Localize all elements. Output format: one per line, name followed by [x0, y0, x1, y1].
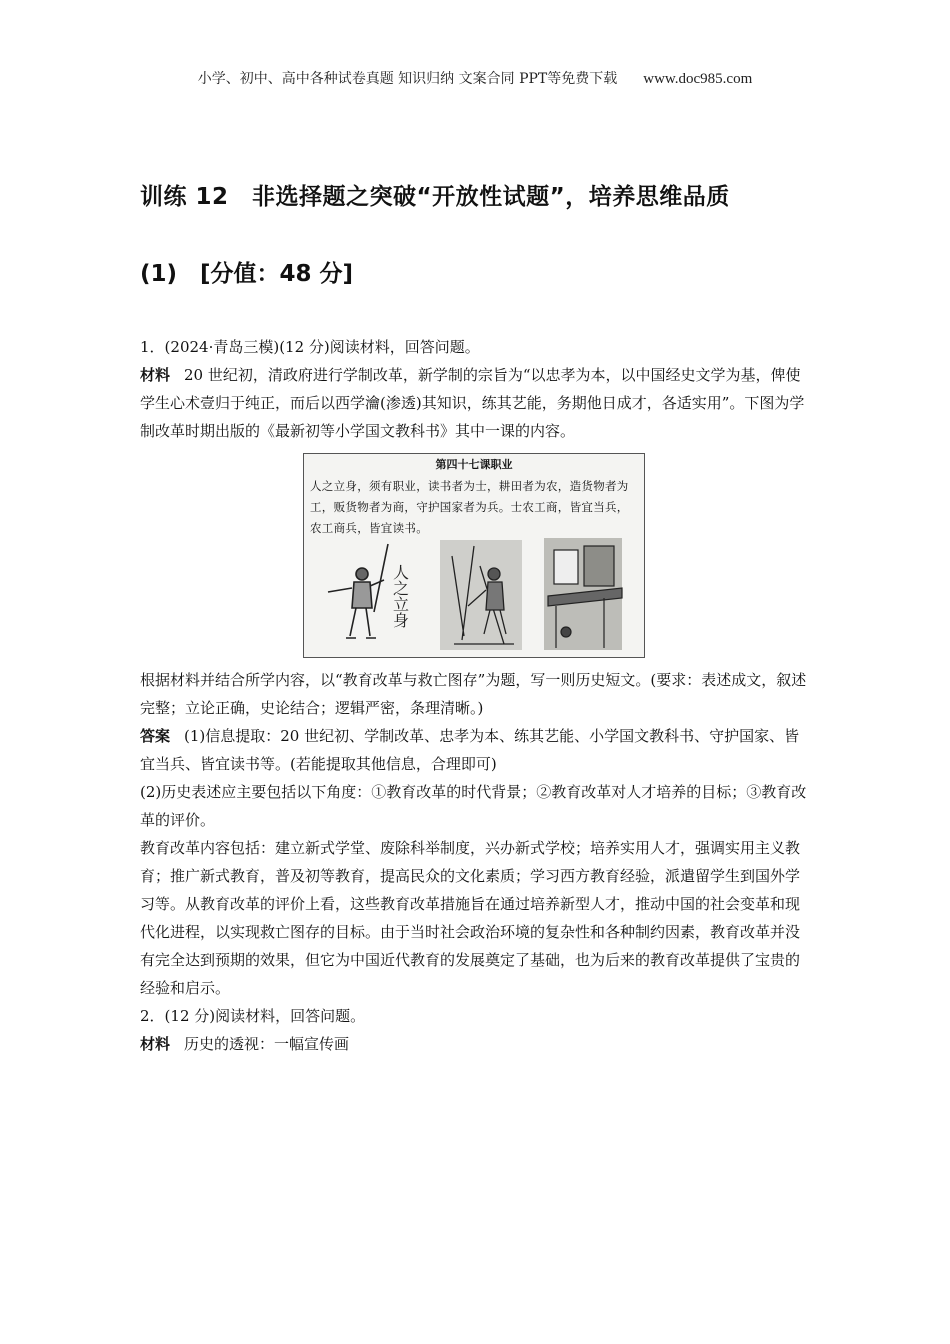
q1-question: 根据材料并结合所学内容，以“教育改革与救亡图存”为题，写一则历史短文。(要求：表述成文，叙述完整；立论正确，史论结合；逻辑严密，条理清晰。)	[140, 671, 807, 717]
answer-part-1	[140, 722, 812, 778]
worker-illustration	[440, 540, 522, 650]
material-label: 材料	[140, 366, 171, 384]
header-text: 小学、初中、高中各种试卷真题 知识归纳 文案合同 PPT等免费下载	[197, 71, 618, 87]
page-header	[0, 68, 950, 88]
header-site-link[interactable]: www.doc985.com	[643, 71, 753, 87]
figure-text: 人之立身，须有职业，读书者为士，耕田者为农，造货物者为工，贩货物者为商，守护国家者为兵。士农工商，皆宜当兵，农工商兵，皆宜读书。	[310, 479, 629, 535]
q1-material	[140, 361, 812, 445]
q1-stem: 1．(2024·青岛三模)(12 分)阅读材料，回答问题。	[140, 338, 480, 356]
q2-material-text: 历史的透视：一幅宣传画	[184, 1035, 350, 1053]
figure-title: 第四十七课职业	[435, 458, 513, 471]
soldier-illustration	[328, 544, 388, 638]
q2-material	[140, 1030, 812, 1058]
answer-label: 答案	[140, 727, 171, 745]
material-text: 20 世纪初，清政府进行学制改革，新学制的宗旨为“以忠孝为本，以中国经史文学为基，俾使学生心术壹归于纯正，而后以西学瀹(渗透)其知识，练其艺能，务期他日成才，各适实用”。下图为学制改革时期出版的《最新初等小学国文教科书》其中一课的内容。	[140, 366, 805, 440]
figure-illustration	[304, 536, 645, 658]
q2-stem: 2．(12 分)阅读材料，回答问题。	[140, 1007, 366, 1025]
page-subtitle: (1) [分值：48 分]	[140, 261, 354, 287]
content	[140, 333, 812, 1058]
answer-1-text: (1)信息提取：20 世纪初、学制改革、忠孝为本、练其艺能、小学国文教科书、守护国家、皆宜当兵、皆宜读书等。(若能提取其他信息，合理即可)	[140, 727, 800, 773]
brush-characters: 人之立身	[390, 564, 410, 628]
answer-part-3: 教育改革内容包括：建立新式学堂、废除科举制度，兴办新式学校；培养实用人才，强调实用主义教育；推广新式教育，普及初等教育，提高民众的文化素质；学习西方教育经验，派遣留学生到国外学习等。从教育改革的评价上看，这些教育改革措施旨在通过培养新型人才，推动中国的社会变革和现代化进程，以实现救亡图存的目标。由于当时社会政治环境的复杂性和各种制约因素，教育改革并没有完全达到预期的效果，但它为中国近代教育的发展奠定了基础，也为后来的教育改革提供了宝贵的经验和启示。	[140, 839, 801, 997]
q2-material-label: 材料	[140, 1035, 171, 1053]
answer-part-2: (2)历史表述应主要包括以下角度：①教育改革的时代背景；②教育改革对人才培养的目标；③教育改革的评价。	[140, 783, 807, 829]
page-title: 训练 12 非选择题之突破“开放性试题”，培养思维品质	[140, 184, 730, 210]
textbook-figure	[303, 453, 645, 658]
shop-illustration	[544, 538, 622, 650]
